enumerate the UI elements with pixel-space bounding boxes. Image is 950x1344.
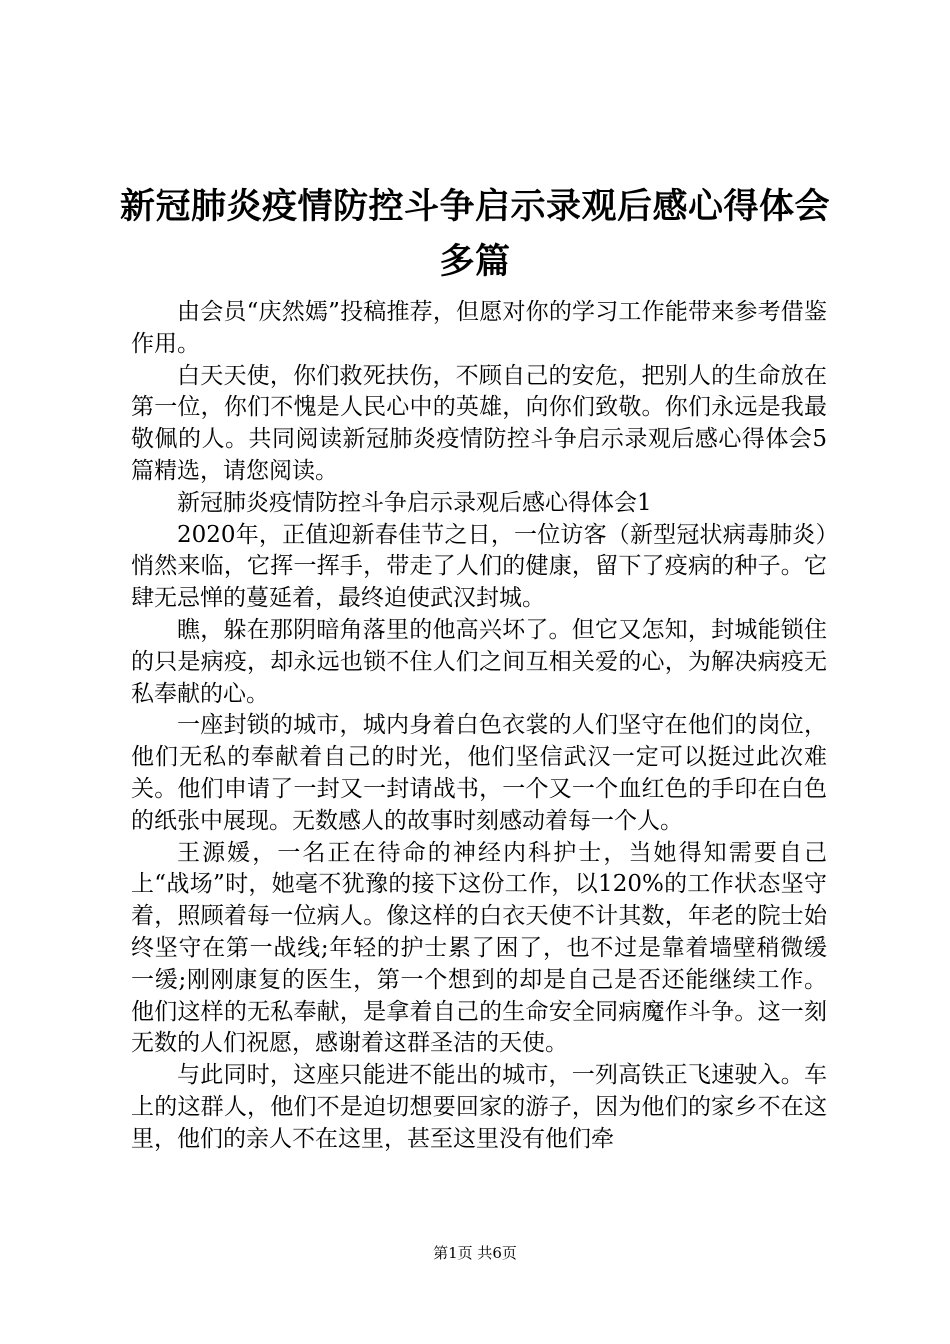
paragraph: 瞧，躲在那阴暗角落里的他高兴坏了。但它又怎知，封城能锁住的只是病疫，却永远也锁不住人们之间互相关爱的心，为解决病疫无私奉献的心。	[131, 616, 827, 707]
document-title: 新冠肺炎疫情防控斗争启示录观后感心得体会多篇	[119, 187, 830, 282]
paragraph-summary: 白天天使，你们救死扶伤，不顾自己的安危，把别人的生命放在第一位，你们不愧是人民心中的英雄，向你们致敬。你们永远是我最敬佩的人。共同阅读新冠肺炎疫情防控斗争启示录观后感心得体会5篇精选，请您阅读。	[131, 362, 827, 484]
section-heading: 新冠肺炎疫情防控斗争启示录观后感心得体会1	[177, 489, 652, 516]
paragraph: 2020年，正值迎新春佳节之日，一位访客（新型冠状病毒肺炎）悄然来临，它挥一挥手，带走了人们的健康，留下了疫病的种子。它肆无忌惮的蔓延着，最终迫使武汉封城。	[131, 521, 827, 612]
paragraph-intro: 由会员“庆然嫣”投稿推荐，但愿对你的学习工作能带来参考借鉴作用。	[131, 299, 827, 357]
paragraph: 王源媛，一名正在待命的神经内科护士，当她得知需要自己上“战场”时，她毫不犹豫的接下这份工作，以120%的工作状态坚守着，照顾着每一位病人。像这样的白衣天使不计其数，年老的院士始终坚守在第一战线;年轻的护士累了困了，也不过是靠着墙壁稍微缓一缓;刚刚康复的医生，第一个想到的却是自己是否还能继续工作。他们这样的无私奉献，是拿着自己的生命安全同病魔作斗争。这一刻无数的人们祝愿，感谢着这群圣洁的天使。	[131, 839, 827, 1057]
paragraph: 与此同时，这座只能进不能出的城市，一列高铁正飞速驶入。车上的这群人，他们不是迫切想要回家的游子，因为他们的家乡不在这里，他们的亲人不在这里，甚至这里没有他们牵	[131, 1062, 827, 1152]
paragraph: 一座封锁的城市，城内身着白色衣裳的人们坚守在他们的岗位，他们无私的奉献着自己的时光，他们坚信武汉一定可以挺过此次难关。他们申请了一封又一封请战书，一个又一个血红色的手印在白色的纸张中展现。无数感人的故事时刻感动着每一个人。	[131, 712, 827, 834]
page-number-footer: 第1页 共6页	[433, 1244, 517, 1262]
document-body	[131, 297, 827, 1156]
